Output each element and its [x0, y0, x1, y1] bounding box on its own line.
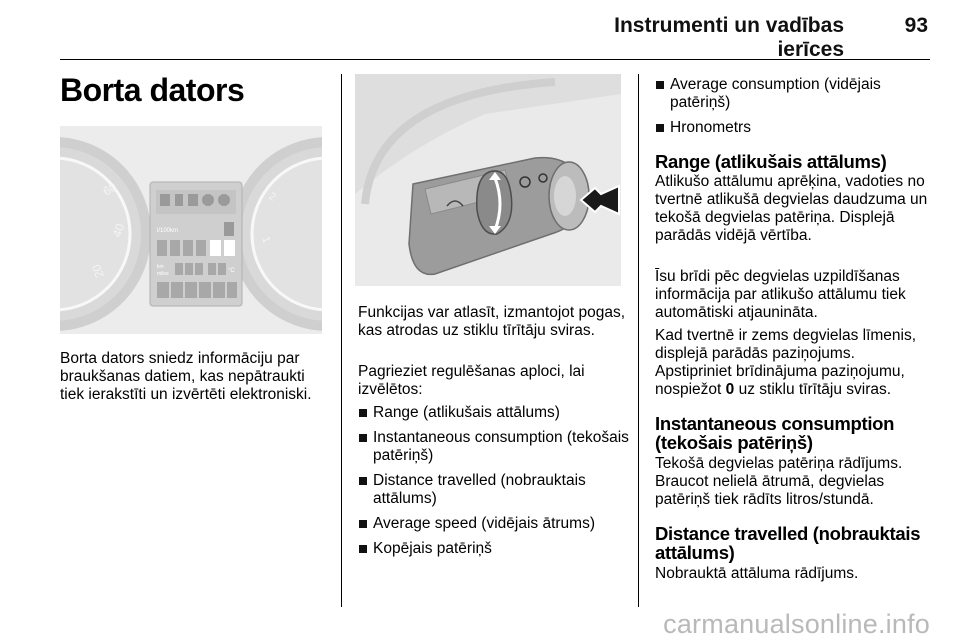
wiper-lever-figure — [355, 74, 621, 286]
confirm-text-pre: Apstipriniet brīdinājuma paziņojumu, nospiežot — [655, 363, 905, 398]
confirm-text-post: uz stiklu tīrītāju sviras. — [734, 381, 892, 398]
header-rule — [60, 59, 930, 60]
option-distance-travelled: Distance travelled (nobrauktais attālums) — [358, 472, 630, 508]
unit-temp-label: °C — [228, 268, 235, 274]
unit-consumption-label: l/100km — [157, 228, 179, 234]
unit-miles-label: miles — [157, 271, 169, 277]
intro-text: Borta dators sniedz informāciju par braukšanas datiem, kas nepātraukti tiek ierakstīti un izvērtēti elektroniski. — [60, 350, 312, 403]
unit-km-label: km — [157, 264, 164, 270]
svg-text:2: 2 — [266, 190, 278, 204]
distance-travelled-text: Nobrauktā attāluma rādījums. — [655, 565, 859, 582]
option-range: Range (atlikušais attālums) — [358, 404, 630, 422]
instrument-cluster-figure — [60, 126, 322, 334]
column-divider-right — [638, 74, 639, 607]
range-text-3 — [655, 327, 933, 399]
range-text-1: Atlikušo attālumu aprēķina, vadoties no tvertnē atlikušā degvielas daudzuma un tekošā degvielas patēriņa. Displejā parādās vidējā vērtība. — [655, 173, 928, 244]
svg-text:60: 60 — [100, 179, 120, 199]
option-total-consumption: Kopējais patēriņš — [358, 540, 630, 558]
option-average-consumption: Average consumption (vidējais patēriņš) — [655, 76, 925, 112]
instant-consumption-heading: Instantaneous consumption (tekošais patēriņš) — [655, 413, 895, 453]
header-title: Instrumenti un vadības ierīces — [614, 14, 844, 61]
rotate-ring-text: Pagrieziet regulēšanas aploci, lai izvēlētos: — [358, 363, 585, 398]
watermark: carmanualsonline.info — [663, 609, 930, 639]
option-instant-consumption: Instantaneous consumption (tekošais patēriņš) — [358, 429, 630, 465]
instrument-cluster-illustration — [60, 126, 322, 334]
range-heading: Range (atlikušais attālums) — [655, 151, 887, 172]
function-options-list — [358, 404, 630, 565]
distance-travelled-heading: Distance travelled (nobrauktais attālums) — [655, 523, 921, 563]
section-title: Borta dators — [60, 72, 245, 108]
option-average-speed: Average speed (vidējais ātrums) — [358, 515, 630, 533]
wiper-lever-illustration — [355, 74, 621, 286]
svg-text:40: 40 — [109, 221, 128, 240]
svg-text:20: 20 — [89, 262, 107, 280]
svg-text:1: 1 — [259, 234, 273, 245]
range-text-2: Īsu brīdi pēc degvielas uzpildīšanas informācija par atlikušo attālumu tiek automātiski atjaunināta. — [655, 268, 906, 321]
function-options-list-continued — [655, 76, 925, 144]
option-chronometer: Hronometrs — [655, 119, 925, 137]
column-divider-left — [341, 74, 342, 607]
instant-consumption-text: Tekošā degvielas patēriņa rādījums. Braucot nelielā ātrumā, degvielas patēriņš tiek rādīts litros/stundā. — [655, 455, 903, 508]
function-select-text: Funkcijas var atlasīt, izmantojot pogas, kas atrodas uz stiklu tīrītāju sviras. — [358, 304, 626, 339]
low-fuel-message-text: Kad tvertnē ir zems degvielas līmenis, displejā parādās paziņojums. — [655, 327, 917, 362]
page-number: 93 — [904, 14, 928, 37]
confirm-key: 0 — [725, 381, 735, 398]
